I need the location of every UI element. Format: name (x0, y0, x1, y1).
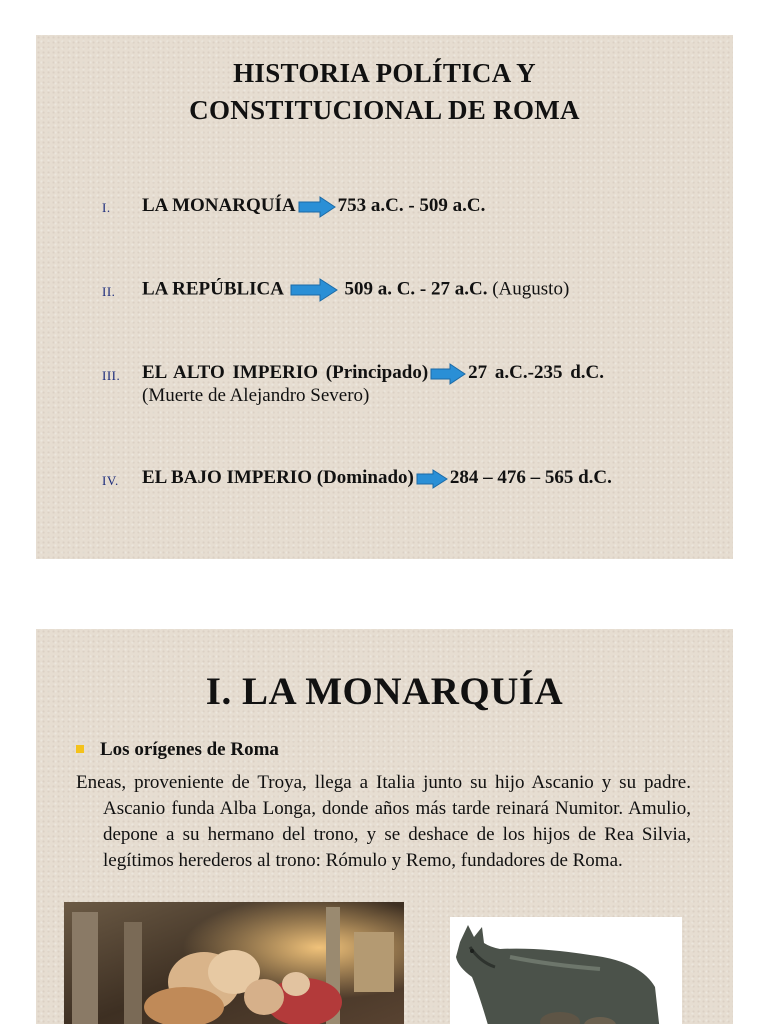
item-text (142, 195, 485, 218)
bullet-square-icon (76, 745, 84, 753)
item-text (142, 467, 612, 489)
capitoline-wolf-image (450, 917, 682, 1024)
right-arrow-icon (290, 278, 338, 302)
origins-paragraph (76, 770, 691, 874)
item-numeral: I. (102, 200, 111, 215)
item-dates: 27 a.C.-235 d.C. (468, 362, 604, 383)
right-arrow-icon (298, 196, 336, 218)
item-extra: (Muerte de Alejandro Severo) (142, 385, 370, 406)
item-label: LA REPÚBLICA (142, 278, 283, 300)
item-numeral: II. (102, 284, 116, 299)
item-text (142, 278, 569, 302)
title-line-2: CONSTITUCIONAL DE ROMA (189, 95, 580, 125)
aeneas-painting-image (64, 902, 404, 1024)
item-dates: 284 – 476 – 565 d.C. (449, 467, 612, 488)
slide-historia-politica (36, 35, 733, 559)
slide-monarquia (36, 629, 733, 1024)
paragraph-text: Eneas, proveniente de Troya, llega a Italia junto su hijo Ascanio y su padre. Ascanio funda Alba Longa, donde años más tarde reinará Numitor. Amulio, depone a su hermano del trono, y se deshace de los hijos de Rea Silvia, legítimos herederos al trono: Rómulo y Remo, fundadores de Roma. (76, 772, 691, 871)
item-text (142, 362, 604, 385)
item-label: EL ALTO IMPERIO (Principado) (142, 362, 429, 383)
item-label: LA MONARQUÍA (142, 195, 296, 216)
bullet-item (76, 739, 279, 761)
title-line-1: HISTORIA POLÍTICA Y (233, 58, 536, 88)
item-extra: (Augusto) (492, 278, 570, 300)
right-arrow-icon (430, 363, 466, 385)
slide-title (36, 55, 733, 129)
item-numeral: IV. (102, 473, 119, 488)
item-dates: 753 a.C. - 509 a.C. (337, 195, 486, 216)
item-numeral: III. (102, 368, 121, 383)
right-arrow-icon (416, 469, 448, 489)
item-dates: 509 a. C. - 27 a.C. (344, 278, 488, 300)
bullet-label: Los orígenes de Roma (100, 739, 279, 760)
slide-title: I. LA MONARQUÍA (205, 670, 564, 713)
item-label: EL BAJO IMPERIO (Dominado) (142, 467, 414, 488)
